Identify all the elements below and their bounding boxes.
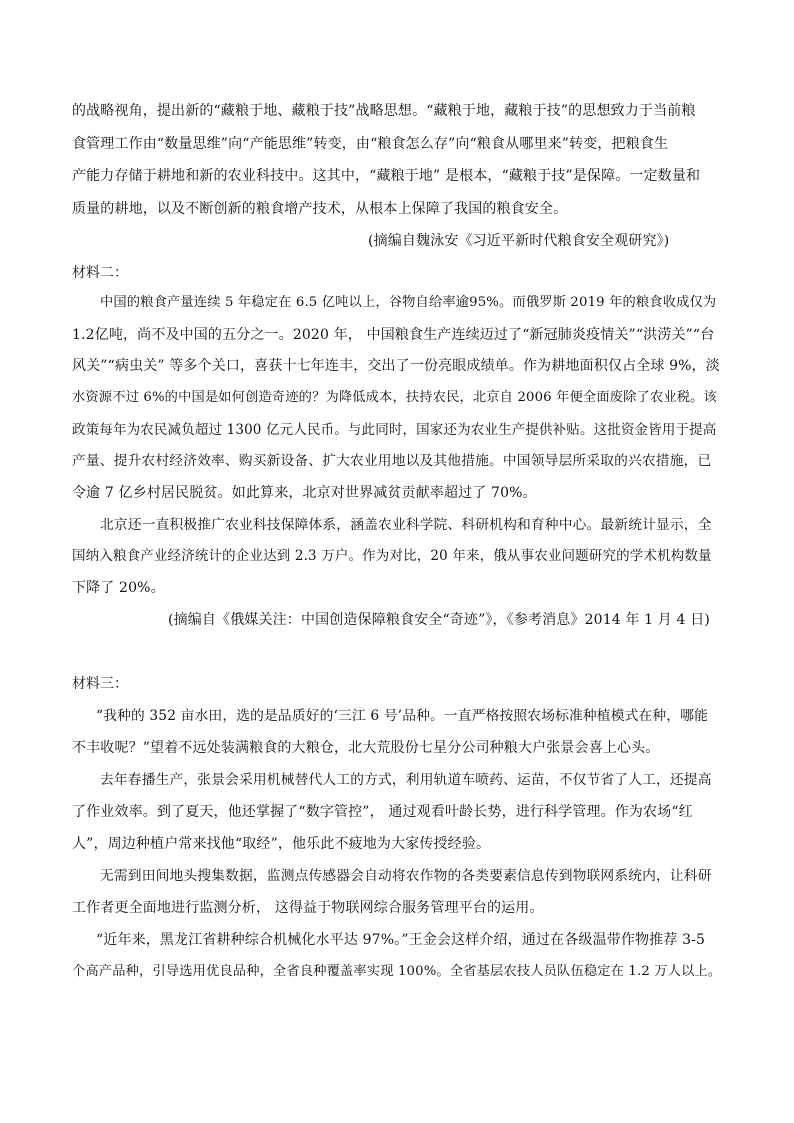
section-heading: 材料二： — [72, 265, 128, 281]
source-citation: (摘编自魏泳安《习近平新时代粮食安全观研究》) — [368, 233, 670, 249]
paragraph-line: 政策每年为农民减负超过 1300 亿元人民币。与此同时，国家还为农业生产提供补贴。这批资金皆用于提高 — [72, 422, 717, 438]
paragraph-line: 去年春播生产，张景会采用机械替代人工的方式，利用轨道车喷药、运苗，不仅节省了人工，还提高 — [100, 772, 712, 788]
paragraph-line: 了作业效率。到了夏天，他还掌握了“数字管控”， 通过观看叶龄长势，进行科学管理。作为农场“红 — [72, 804, 693, 820]
paragraph-line: 令逾 7 亿乡村居民脱贫。如此算来，北京对世界减贫贡献率超过了 70%。 — [72, 485, 537, 501]
source-citation: (摘编自《俄媒关注：中国创造保障粮食安全“奇迹”》，《参考消息》2014 年 1 月 4 日) — [168, 612, 710, 628]
paragraph-line: 个高产品种，引导选用优良品种，全省良种覆盖率实现 100%。全省基层农技人员队伍稳定在 1.2 万人以上。 — [72, 964, 722, 979]
paragraph-line: 产量、提升农村经济效率、购买新设备、扩大农业用地以及其他措施。中国领导层所采取的兴农措施，已 — [72, 453, 712, 469]
paragraph-line: 风关”“病虫关” 等多个关口，喜获十七年连丰，交出了一份亮眼成绩单。作为耕地面积仅占全球 9%，淡 — [72, 358, 720, 374]
paragraph-line: 下降了 20%。 — [72, 580, 165, 596]
paragraph-line: 质量的耕地，以及不断创新的粮食增产技术，从根本上保障了我国的粮食安全。 — [72, 201, 568, 217]
paragraph-line: 北京还一直积极推广农业科技保障体系，涵盖农业科学院、科研机构和育种中心。最新统计显示，全 — [100, 517, 712, 533]
paragraph-line: 不丰收呢？”望着不远处装满粮食的大粮仓，北大荒股份七星分公司种粮大户张景会喜上心头。 — [72, 740, 660, 756]
paragraph-line: 的战略视角，提出新的“藏粮于地、藏粮于技”战略思想。“藏粮于地，藏粮于技”的思想致力于当前粮 — [72, 103, 696, 119]
paragraph-line: 工作者更全面地进行监测分析， 这得益于物联网综合服务管理平台的运用。 — [72, 900, 544, 916]
paragraph-line: 人”，周边种植户常来找他“取经”，他乐此不疲地为大家传授经验。 — [72, 836, 491, 852]
paragraph-line: 产能力存储于耕地和新的农业科技中。这其中，“藏粮于地” 是根本，“藏粮于技”是保障。一定数量和 — [72, 168, 701, 184]
paragraph-line: 水资源不过 6%的中国是如何创造奇迹的？为降低成本，扶持农民，北京自 2006 年便全面废除了农业税。该 — [72, 390, 717, 405]
paragraph-line: 无需到田间地头搜集数据，监测点传感器会自动将农作物的各类要素信息传到物联网系统内，让科研 — [100, 868, 712, 884]
paragraph-line: 中国的粮食产量连续 5 年稳定在 6.5 亿吨以上，谷物自给率逾95%。而俄罗斯 2019 年的粮食收成仅为 — [100, 295, 717, 310]
paragraph-line: 国纳入粮食产业经济统计的企业达到 2.3 万户。作为对比，20 年来，俄从事农业问题研究的学术机构数量 — [72, 548, 712, 564]
paragraph-line: “近年来，黑龙江省耕种综合机械化水平达 97%。”王金会这样介绍，通过在各级温带作物推荐 3-5 — [96, 932, 706, 948]
paragraph-line: 食管理工作由“数量思维”向“产能思维”转变，由“粮食怎么存”向“粮食从哪里来”转变，把粮食生 — [72, 136, 669, 152]
paragraph-line: 1.2亿吨，尚不及中国的五分之一。2020 年， 中国粮食生产连续迈过了“新冠肺炎疫情关”“洪涝关”“台 — [72, 327, 715, 343]
section-heading: 材料三： — [72, 676, 128, 692]
paragraph-line: “我种的 352 亩水田，选的是品质好的‘三江 6 号’品种。一直严格按照农场标准种植模式在种，哪能 — [96, 708, 708, 724]
